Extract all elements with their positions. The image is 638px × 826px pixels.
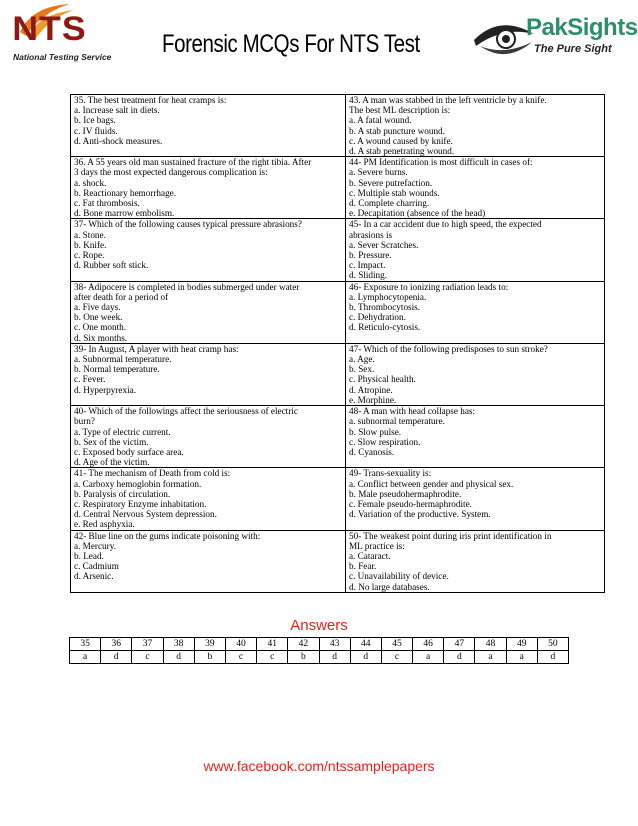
page-title: Forensic MCQs For NTS Test (162, 30, 420, 58)
question-text: 44- PM Identification is most difficult in cases of: (349, 157, 533, 168)
question-text: 41- The mechanism of Death from cold is: (74, 468, 231, 479)
question-cell (71, 95, 346, 157)
question-line: a. Conflict between gender and physical sex. (349, 478, 514, 489)
question-line: a. Subnormal temperature. (74, 354, 172, 365)
answer-question-number: 46 (413, 638, 444, 651)
question-line: d. Central Nervous System depression. (74, 509, 217, 520)
question-line: a. Increase salt in diets. (74, 105, 160, 116)
answer-letter: d (101, 651, 132, 664)
question-line: a. Severe burns. (349, 167, 408, 178)
answers-heading: Answers (290, 617, 348, 634)
question-cell (346, 281, 605, 343)
answer-question-number: 41 (257, 638, 288, 651)
question-text: 47- Which of the following predisposes to sun stroke? (349, 343, 548, 354)
question-line: b. Pressure. (349, 250, 392, 261)
question-line: b. Slow pulse. (349, 426, 402, 437)
question-line: a. Age. (349, 354, 375, 365)
answer-question-number: 47 (444, 638, 475, 651)
question-line: d. Bone marrow embolism. (74, 208, 175, 219)
question-line: c. Dehydration. (349, 312, 406, 323)
question-line: b. Thrombocytosis. (349, 302, 421, 313)
question-cell (346, 468, 605, 530)
question-line: after death for a period of (74, 291, 169, 302)
question-line: a. Cataract. (349, 550, 391, 561)
question-line: c. Fat thrombosis. (74, 198, 140, 209)
question-line: e. Decapitation (absence of the head) (349, 208, 486, 219)
answer-letter: c (225, 651, 256, 664)
answer-question-number: 38 (163, 638, 194, 651)
paksights-logo-tagline: The Pure Sight (534, 43, 612, 55)
question-line: a. Carboxy hemoglobin formation. (74, 478, 202, 489)
question-line: c. IV fluids. (74, 125, 118, 136)
question-line: a. Lymphocytopenia. (349, 291, 427, 302)
nts-logo-text: NTS (12, 10, 87, 48)
question-line: a. A fatal wound. (349, 115, 412, 126)
question-cell (71, 406, 346, 468)
answer-letter: d (537, 651, 568, 664)
answer-question-number: 48 (475, 638, 506, 651)
answer-question-number: 43 (319, 638, 350, 651)
question-line: b. Sex of the victim. (74, 436, 149, 447)
question-row (71, 468, 605, 530)
question-line: burn? (74, 416, 95, 427)
question-line: abrasions is (349, 229, 393, 240)
question-line: b. Severe putrefaction. (349, 177, 433, 188)
question-text: 36. A 55 years old man sustained fracture of the right tibia. After (74, 157, 312, 168)
question-row (71, 281, 605, 343)
nts-logo-subtitle: National Testing Service (13, 52, 112, 62)
answer-question-number: 49 (506, 638, 537, 651)
answer-question-number: 44 (350, 638, 381, 651)
answer-letter: d (444, 651, 475, 664)
answer-letter: c (381, 651, 412, 664)
question-row (71, 95, 605, 157)
question-cell (71, 281, 346, 343)
answer-letter: a (475, 651, 506, 664)
question-line: a. Sever Scratches. (349, 239, 419, 250)
question-line: b. Male pseudohermaphrodite. (349, 488, 462, 499)
question-line: d. Age of the victim. (74, 457, 150, 468)
answer-letter: d (163, 651, 194, 664)
question-line: e. Morphine. (349, 394, 397, 405)
answers-number-row (70, 638, 569, 651)
answer-letter: b (288, 651, 319, 664)
question-row (71, 157, 605, 219)
question-line: d. Six months. (74, 332, 128, 343)
question-line: 3 days the most expected dangerous complication is: (74, 167, 268, 178)
question-line: b. Normal temperature. (74, 364, 160, 375)
question-cell (71, 219, 346, 281)
question-line: b. Paralysis of circulation. (74, 488, 171, 499)
question-line: c. One month. (74, 322, 127, 333)
question-line: b. A stab puncture wound. (349, 125, 445, 136)
question-line: c. Fever. (74, 374, 106, 385)
question-line: b. Fear. (349, 561, 377, 572)
question-cell (71, 530, 346, 592)
question-cell (346, 406, 605, 468)
page-header (0, 0, 638, 85)
question-line: c. Impact. (349, 260, 386, 271)
question-cell (346, 219, 605, 281)
question-cell (346, 530, 605, 592)
question-text: 50- The weakest point during iris print identification in (349, 530, 552, 541)
questions-table-body (71, 95, 605, 593)
paksights-logo (470, 6, 638, 66)
question-text: 49- Trans-sexuality is: (349, 468, 432, 479)
question-line: c. Physical health. (349, 374, 416, 385)
question-line: c. A wound caused by knife. (349, 135, 453, 146)
answer-letter: a (413, 651, 444, 664)
facebook-link[interactable]: www.facebook.com/ntssamplepapers (203, 758, 435, 774)
answer-question-number: 36 (101, 638, 132, 651)
question-line: c. Female pseudo-hermaphrodite. (349, 498, 472, 509)
nts-logo (10, 2, 160, 64)
answers-table (69, 637, 569, 664)
answer-letter: c (257, 651, 288, 664)
question-line: d. A stab penetrating wound. (349, 146, 455, 157)
question-line: b. Lead. (74, 550, 104, 561)
question-line: a. Five days. (74, 302, 121, 313)
question-line: b. Reactionary hemorrhage. (74, 187, 177, 198)
question-line: d. Arsenic. (74, 571, 114, 582)
paksights-logo-text: PakSights (526, 14, 638, 41)
question-line: a. Type of electric current. (74, 426, 171, 437)
answer-question-number: 50 (537, 638, 568, 651)
question-line: a. Mercury. (74, 540, 117, 551)
question-cell (71, 468, 346, 530)
answer-letter: d (319, 651, 350, 664)
answer-question-number: 45 (381, 638, 412, 651)
answer-letter: c (132, 651, 163, 664)
answer-question-number: 37 (132, 638, 163, 651)
question-cell (71, 157, 346, 219)
question-line: c. Exposed body surface area. (74, 446, 184, 457)
question-line: c. Cadmium (74, 561, 119, 572)
question-line: e. Red asphyxia. (74, 519, 135, 530)
question-cell (346, 95, 605, 157)
question-line: d. No large databases. (349, 581, 430, 592)
question-row (71, 219, 605, 281)
question-line: c. Unavailability of device. (349, 571, 449, 582)
question-line: c. Respiratory Enzyme inhabitation. (74, 498, 207, 509)
question-line: d. Variation of the productive. System. (349, 509, 491, 520)
answer-letter: a (506, 651, 537, 664)
question-text: 46- Exposure to ionizing radiation leads to: (349, 281, 509, 292)
question-line: d. Rubber soft stick. (74, 260, 149, 271)
question-row (71, 406, 605, 468)
question-text: 37- Which of the following causes typical pressure abrasions? (74, 219, 302, 230)
question-line: d. Sliding. (349, 270, 388, 281)
question-line: The best ML description is: (349, 105, 451, 116)
question-line: d. Complete charring. (349, 198, 430, 209)
question-line: a. Stone. (74, 229, 106, 240)
question-row (71, 530, 605, 592)
question-line: d. Hyperpyrexia. (74, 384, 136, 395)
question-text: 42- Blue line on the gums indicate poisoning with: (74, 530, 261, 541)
question-text: 35. The best treatment for heat cramps is: (74, 95, 227, 105)
question-line: b. Knife. (74, 239, 107, 250)
question-row (71, 343, 605, 405)
question-line: ML practice is: (349, 540, 405, 551)
question-line: b. Sex. (349, 364, 375, 375)
question-text: 40- Which of the followings affect the seriousness of electric (74, 406, 298, 417)
question-cell (71, 343, 346, 405)
question-text: 38- Adipocere is completed in bodies submerged under water (74, 281, 300, 292)
question-line: b. Ice bags. (74, 115, 116, 126)
question-text: 43. A man was stabbed in the left ventricle by a knife. (349, 95, 547, 105)
question-line: c. Multiple stab wounds. (349, 187, 440, 198)
question-cell (346, 157, 605, 219)
question-line: d. Atropine. (349, 384, 393, 395)
question-line: a. subnormal temperature. (349, 416, 445, 427)
question-text: 39- In August, A player with heat cramp has: (74, 343, 239, 354)
question-text: 48- A man with head collapse has: (349, 406, 476, 417)
answer-question-number: 40 (225, 638, 256, 651)
question-text: 45- In a car accident due to high speed, the expected (349, 219, 542, 230)
answer-letter: d (350, 651, 381, 664)
question-line: c. Slow respiration. (349, 436, 421, 447)
answer-question-number: 35 (70, 638, 101, 651)
question-line: d. Reticulo-cytosis. (349, 322, 421, 333)
question-line: b. One week. (74, 312, 123, 323)
question-line: d. Cyanosis. (349, 446, 395, 457)
question-cell (346, 343, 605, 405)
question-line: c. Rope. (74, 250, 105, 261)
answer-letter: a (70, 651, 101, 664)
answers-letter-row (70, 651, 569, 664)
question-line: d. Anti-shock measures. (74, 135, 163, 146)
questions-table (70, 94, 605, 593)
answer-letter: b (194, 651, 225, 664)
answer-question-number: 42 (288, 638, 319, 651)
answer-question-number: 39 (194, 638, 225, 651)
question-line: a. shock. (74, 177, 107, 188)
